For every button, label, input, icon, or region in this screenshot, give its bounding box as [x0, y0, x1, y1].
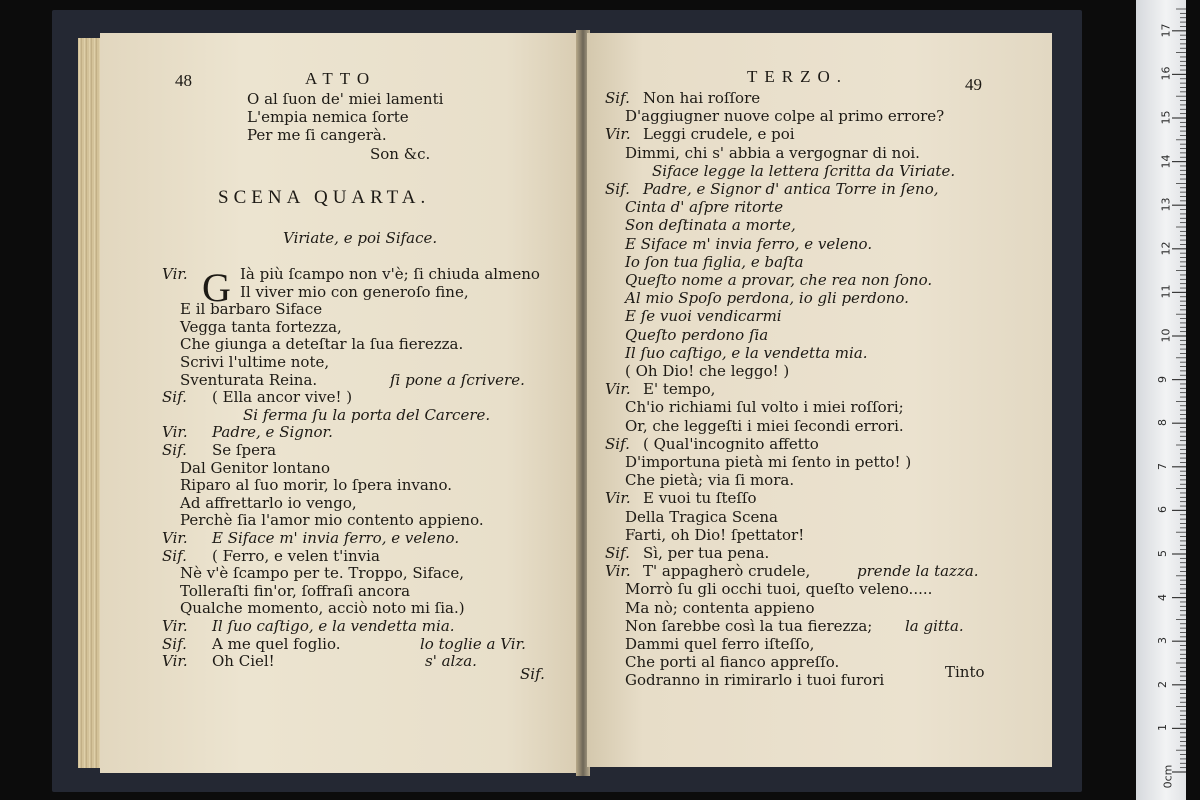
- ruler-number: 11: [1159, 284, 1173, 299]
- speaker-label: Sif.: [605, 434, 630, 453]
- dialogue-line: Riparo al ſuo morir, lo ſpera invano.: [180, 476, 452, 495]
- dialogue-line: Sì, per tua pena.: [643, 544, 770, 562]
- speaker-label: Vir.: [605, 562, 631, 581]
- stage-direction: ſi pone a ſcrivere.: [390, 370, 525, 389]
- speaker-label: Sif.: [162, 634, 187, 653]
- dialogue-line: Il ſuo caſtigo, e la vendetta mia.: [625, 343, 868, 362]
- ruler-number: 13: [1159, 197, 1173, 212]
- ruler-number: 16: [1159, 66, 1173, 81]
- dialogue-line: ( Oh Dio! che leggo! ): [625, 362, 790, 380]
- ruler-number: 8: [1156, 419, 1169, 427]
- speaker-label: Vir.: [605, 489, 631, 508]
- dialogue-line: Padre, e Signor.: [212, 423, 333, 442]
- dialogue-line: Queſto perdono ſia: [625, 325, 769, 344]
- dialogue-line: E il barbaro Siface: [180, 300, 323, 319]
- ruler-number: 6: [1156, 506, 1169, 514]
- ruler-number: 10: [1159, 328, 1173, 343]
- dialogue-line: Leggi crudele, e poi: [643, 125, 795, 144]
- ruler-number: 2: [1156, 680, 1169, 688]
- dialogue-line: A me quel foglio.: [212, 634, 341, 653]
- catchword: Tinto: [945, 663, 985, 681]
- running-header: ATTO: [305, 69, 377, 88]
- dialogue-line: Al mio Spoſo perdona, io gli perdono.: [625, 289, 909, 308]
- ruler-number: 9: [1156, 375, 1169, 383]
- scene-characters: Viriate, e poi Siface.: [283, 229, 438, 247]
- ruler-number: 4: [1156, 593, 1169, 601]
- dialogue-line: Dammi quel ferro iſteſſo,: [625, 635, 815, 653]
- ruler-number: 1: [1156, 724, 1169, 732]
- dialogue-line: Il ſuo caſtigo, e la vendetta mia.: [212, 617, 455, 635]
- dialogue-line: E vuoi tu ſteſſo: [643, 489, 757, 508]
- stage-direction: s' alza.: [425, 652, 477, 671]
- dialogue-line: E ſe vuoi vendicarmi: [625, 307, 782, 326]
- dialogue-line: Tolleraſti fin'or, ſoffraſi ancora: [180, 581, 411, 600]
- dialogue-line: Nè v'è ſcampo per te. Troppo, Siface,: [180, 564, 464, 583]
- speaker-label: Vir.: [162, 423, 188, 442]
- dialogue-line: Padre, e Signor d' antica Torre in ſeno,: [643, 180, 939, 198]
- speaker-label: Vir.: [605, 380, 631, 399]
- dialogue-line: Scrivi l'ultime note,: [180, 353, 330, 371]
- dialogue-line: Son deſtinata a morte,: [625, 216, 796, 235]
- catchword: Sif.: [520, 665, 545, 683]
- ruler-number: 3: [1156, 637, 1169, 645]
- dialogue-line: E' tempo,: [643, 380, 716, 399]
- dialogue-line: Che giunga a deteſtar la ſua fierezza.: [180, 335, 464, 354]
- verse-line: Per me ſi cangerà.: [247, 126, 387, 144]
- verse-line: Son &c.: [370, 145, 431, 163]
- dialogue-line: Che pietà; via ſi mora.: [625, 471, 795, 490]
- right-page: [587, 33, 1052, 767]
- dialogue-line: Ch'io richiami ſul volto i miei roſſori;: [625, 398, 904, 417]
- drop-cap: G: [202, 265, 231, 310]
- scene-title: SCENA QUARTA.: [218, 187, 431, 208]
- speaker-label: Vir.: [162, 617, 188, 635]
- dialogue-line: Queſto nome a provar, che rea non ſono.: [625, 271, 933, 289]
- dialogue-line: ( Qual'incognito affetto: [643, 434, 819, 453]
- dialogue-line: Or, che leggeſti i miei ſecondi errori.: [625, 416, 904, 435]
- dialogue-line: Sventurata Reina.: [180, 370, 318, 389]
- dialogue-line: Non hai roſſore: [643, 89, 761, 107]
- ruler-number: 17: [1159, 23, 1173, 38]
- ruler-number: 12: [1159, 241, 1173, 256]
- ruler-number: 5: [1156, 550, 1169, 557]
- stage-direction: lo toglie a Vir.: [420, 634, 526, 653]
- dialogue-line: ( Ferro, e velen t'invia: [212, 546, 380, 565]
- speaker-label: Vir.: [162, 652, 188, 671]
- speaker-label: Vir.: [605, 125, 631, 144]
- dialogue-line: Oh Ciel!: [212, 652, 275, 671]
- dialogue-line: Dimmi, chi s' abbia a vergognar di noi.: [625, 143, 920, 162]
- speaker-label: Vir.: [162, 265, 188, 283]
- stage-direction: prende la tazza.: [857, 562, 979, 581]
- dialogue-line: Godranno in rimirarlo i tuoi furori: [625, 671, 885, 690]
- dialogue-line: Il viver mio con generoſo fine,: [240, 282, 469, 301]
- stage-direction: la gitta.: [905, 616, 964, 635]
- speaker-label: Sif.: [605, 180, 630, 198]
- ruler-unit-label: 0cm: [1161, 764, 1175, 789]
- dialogue-line: D'importuna pietà mi ſento in petto! ): [625, 453, 912, 471]
- verse-line: L'empia nemica ſorte: [247, 108, 409, 126]
- dialogue-line: E Siface m' invia ferro, e veleno.: [625, 234, 873, 253]
- dialogue-line: Dal Genitor lontano: [180, 458, 330, 477]
- verse-line: O al ſuon de' miei lamenti: [247, 90, 444, 108]
- speaker-label: Sif.: [162, 546, 187, 565]
- left-page: [100, 33, 578, 773]
- dialogue-line: Ma nò; contenta appieno: [625, 598, 815, 617]
- speaker-label: Sif.: [162, 388, 187, 407]
- dialogue-line: T' appagherò crudele,: [643, 562, 811, 581]
- ruler-number: 7: [1156, 462, 1169, 470]
- running-header: TERZO.: [747, 67, 849, 86]
- dialogue-line: Qualche momento, acciò noto mi ſia.): [180, 599, 465, 618]
- speaker-label: Sif.: [605, 544, 630, 562]
- stage-direction: Siface legge la lettera ſcritta da Viriate.: [652, 161, 956, 180]
- dialogue-line: Ià più ſcampo non v'è; ſi chiuda almeno: [240, 265, 540, 283]
- dialogue-line: Perchè ſia l'amor mio contento appieno.: [180, 511, 484, 530]
- dialogue-line: Ad affrettarlo io vengo,: [180, 493, 357, 512]
- dialogue-line: Vegga tanta fortezza,: [180, 317, 342, 336]
- dialogue-line: ( Ella ancor vive! ): [212, 388, 353, 407]
- dialogue-line: E Siface m' invia ferro, e veleno.: [212, 529, 460, 547]
- dialogue-line: Della Tragica Scena: [625, 507, 778, 526]
- speaker-label: Vir.: [162, 529, 188, 547]
- dialogue-line: Io ſon tua figlia, e baſta: [625, 252, 804, 271]
- dialogue-line: Se ſpera: [212, 441, 277, 459]
- dialogue-line: D'aggiugner nuove colpe al primo errore?: [625, 107, 945, 126]
- dialogue-line: Non ſarebbe così la tua fierezza;: [625, 616, 873, 635]
- dialogue-line: Cinta d' aſpre ritorte: [625, 198, 784, 217]
- stage-direction: Si ferma ſu la porta del Carcere.: [243, 405, 491, 424]
- ruler-number: 15: [1159, 110, 1173, 125]
- dialogue-line: Farti, oh Dio! ſpettator!: [625, 525, 805, 544]
- dialogue-line: Morrò ſu gli occhi tuoi, queſto veleno.....: [625, 580, 933, 599]
- page-number: 49: [965, 75, 982, 94]
- page-number: 48: [175, 71, 192, 90]
- speaker-label: Sif.: [162, 441, 187, 459]
- ruler-number: 14: [1159, 154, 1173, 169]
- measurement-ruler: [1136, 0, 1186, 800]
- dialogue-line: Che porti al fianco appreſſo.: [625, 653, 840, 672]
- speaker-label: Sif.: [605, 89, 630, 107]
